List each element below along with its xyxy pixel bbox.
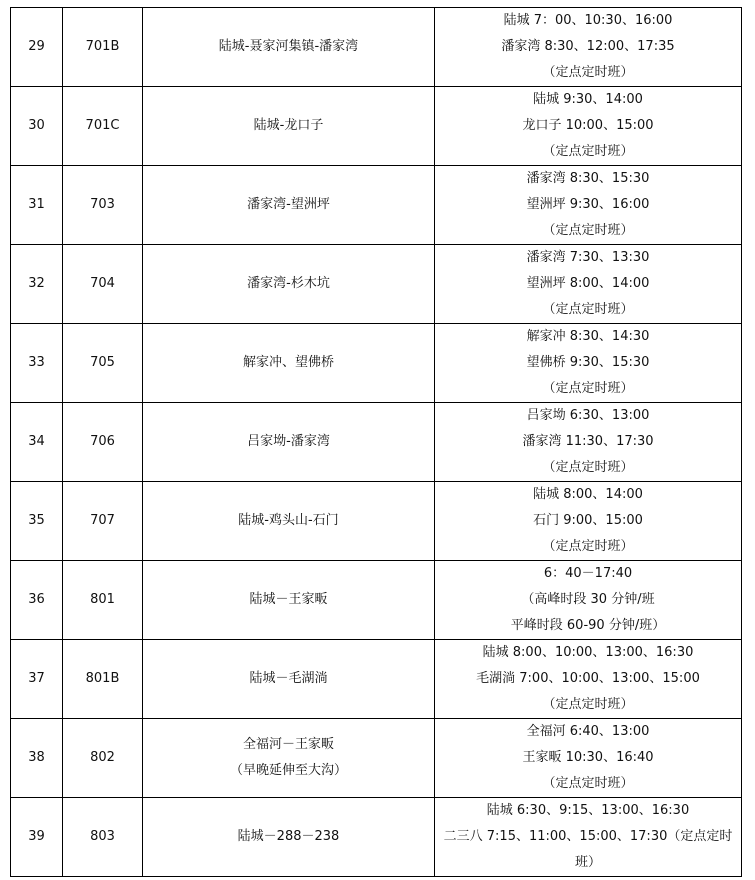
table-row [11, 561, 742, 640]
departure-time-line: 陆城 8:00、14:00 [533, 487, 643, 502]
departure-time-line: 王家畈 10:30、16:40 [522, 750, 654, 765]
route-code: 705 [63, 324, 143, 403]
route-path-line: 全福河－王家畈 [242, 737, 334, 752]
row-number: 34 [11, 403, 63, 482]
table-row [11, 87, 742, 166]
route-path [143, 403, 435, 482]
route-path [143, 561, 435, 640]
row-number: 36 [11, 561, 63, 640]
departure-time-line: 潘家湾 8:30、15:30 [526, 171, 650, 186]
route-path [143, 798, 435, 877]
route-code: 706 [63, 403, 143, 482]
departure-time-line: 陆城 6:30、9:15、13:00、16:30 [486, 803, 690, 818]
route-path-line: 陆城－288－238 [237, 829, 340, 844]
departure-time-line: 陆城 9:30、14:00 [533, 92, 643, 107]
row-number: 33 [11, 324, 63, 403]
departure-time-line: 潘家湾 7:30、13:30 [526, 250, 650, 265]
departure-time-line: 毛湖淌 7:00、10:00、13:00、15:00 [476, 671, 700, 686]
departure-time-line: （定点定时班） [542, 460, 634, 475]
route-path-line: 潘家湾-望洲坪 [247, 197, 330, 212]
route-path-line: 潘家湾-杉木坑 [247, 276, 330, 291]
route-path [143, 166, 435, 245]
route-path [143, 640, 435, 719]
route-code: 707 [63, 482, 143, 561]
route-path [143, 87, 435, 166]
route-path-line: 陆城－王家畈 [249, 592, 328, 607]
route-code: 801B [63, 640, 143, 719]
departure-times [435, 798, 742, 877]
route-path-line: 陆城-聂家河集镇-潘家湾 [218, 39, 359, 54]
departure-time-line: 吕家坳 6:30、13:00 [526, 408, 650, 423]
departure-time-line: 石门 9:00、15:00 [533, 513, 643, 528]
table-row [11, 719, 742, 798]
departure-times [435, 166, 742, 245]
departure-times [435, 482, 742, 561]
row-number: 38 [11, 719, 63, 798]
departure-time-line: （定点定时班） [542, 65, 634, 80]
departure-times [435, 245, 742, 324]
departure-times [435, 719, 742, 798]
route-path [143, 719, 435, 798]
route-code: 703 [63, 166, 143, 245]
table-row [11, 166, 742, 245]
route-path-line: 吕家坳-潘家湾 [247, 434, 330, 449]
route-code: 701B [63, 8, 143, 87]
route-code: 802 [63, 719, 143, 798]
departure-time-line: 望洲坪 8:00、14:00 [526, 276, 650, 291]
departure-times [435, 87, 742, 166]
departure-time-line: 平峰时段 60-90 分钟/班） [510, 618, 666, 633]
route-path-line: （早晚延伸至大沟） [229, 763, 347, 778]
departure-times [435, 640, 742, 719]
departure-time-line: 龙口子 10:00、15:00 [522, 118, 654, 133]
route-path [143, 482, 435, 561]
route-code: 801 [63, 561, 143, 640]
row-number: 31 [11, 166, 63, 245]
departure-times [435, 8, 742, 87]
departure-time-line: 望洲坪 9:30、16:00 [526, 197, 650, 212]
departure-time-line: （定点定时班） [542, 302, 634, 317]
route-path [143, 8, 435, 87]
row-number: 29 [11, 8, 63, 87]
row-number: 32 [11, 245, 63, 324]
route-code: 803 [63, 798, 143, 877]
table-row [11, 403, 742, 482]
route-path-line: 解家冲、望佛桥 [242, 355, 334, 370]
row-number: 35 [11, 482, 63, 561]
route-path [143, 324, 435, 403]
departure-time-line: 二三八 7:15、11:00、15:00、17:30（定点定时班） [443, 829, 733, 870]
table-row [11, 482, 742, 561]
departure-time-line: 全福河 6:40、13:00 [526, 724, 650, 739]
route-path-line: 陆城-龙口子 [253, 118, 324, 133]
departure-times [435, 403, 742, 482]
route-code: 704 [63, 245, 143, 324]
departure-time-line: 陆城 8:00、10:00、13:00、16:30 [482, 645, 694, 660]
departure-time-line: 陆城 7：00、10:30、16:00 [503, 13, 673, 28]
departure-times [435, 561, 742, 640]
route-code: 701C [63, 87, 143, 166]
departure-time-line: （定点定时班） [542, 539, 634, 554]
departure-time-line: 潘家湾 11:30、17:30 [522, 434, 654, 449]
departure-times [435, 324, 742, 403]
table-row [11, 798, 742, 877]
table-row [11, 8, 742, 87]
row-number: 37 [11, 640, 63, 719]
route-path [143, 245, 435, 324]
departure-time-line: （定点定时班） [542, 144, 634, 159]
schedule-body [11, 8, 742, 877]
departure-time-line: 6：40－17:40 [543, 566, 633, 581]
departure-time-line: （定点定时班） [542, 697, 634, 712]
departure-time-line: 望佛桥 9:30、15:30 [526, 355, 650, 370]
departure-time-line: （定点定时班） [542, 381, 634, 396]
row-number: 30 [11, 87, 63, 166]
departure-time-line: 解家冲 8:30、14:30 [526, 329, 650, 344]
departure-time-line: （高峰时段 30 分钟/班 [521, 592, 655, 607]
departure-time-line: （定点定时班） [542, 223, 634, 238]
departure-time-line: 潘家湾 8:30、12:00、17:35 [501, 39, 675, 54]
table-row [11, 324, 742, 403]
route-path-line: 陆城－毛湖淌 [249, 671, 328, 686]
departure-time-line: （定点定时班） [542, 776, 634, 791]
route-path-line: 陆城-鸡头山-石门 [238, 513, 339, 528]
table-row [11, 640, 742, 719]
table-row [11, 245, 742, 324]
row-number: 39 [11, 798, 63, 877]
bus-schedule-table [10, 7, 742, 877]
